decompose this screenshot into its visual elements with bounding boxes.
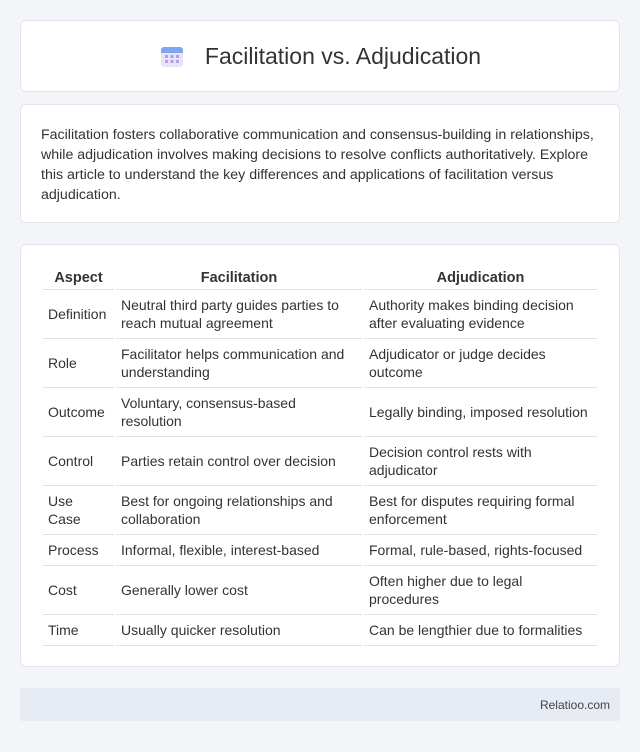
title-card bbox=[20, 20, 620, 92]
comparison-table bbox=[41, 263, 599, 646]
facilitation-cell: Generally lower cost bbox=[116, 566, 362, 615]
page-title: Facilitation vs. Adjudication bbox=[204, 42, 482, 69]
aspect-cell: Use Case bbox=[43, 486, 114, 535]
aspect-cell: Process bbox=[43, 535, 114, 566]
table-row bbox=[43, 290, 597, 339]
intro-text: Facilitation fosters collaborative communication and consensus-building in relationships, while adjudication involves making decisions to resolve conflicts authoritatively. Explore this article to understand the key differences and applications of facilitation versus adjudication. bbox=[41, 127, 594, 203]
adjudication-cell: Decision control rests with adjudicator bbox=[364, 437, 597, 486]
aspect-cell: Control bbox=[43, 437, 114, 486]
aspect-cell: Role bbox=[43, 339, 114, 388]
footer bbox=[20, 688, 620, 721]
facilitation-cell: Usually quicker resolution bbox=[116, 615, 362, 646]
facilitation-cell: Neutral third party guides parties to reach mutual agreement bbox=[116, 290, 362, 339]
calendar-icon bbox=[159, 43, 185, 69]
comparison-table-card bbox=[20, 244, 620, 667]
facilitation-cell: Voluntary, consensus-based resolution bbox=[116, 388, 362, 437]
facilitation-cell: Parties retain control over decision bbox=[116, 437, 362, 486]
table-header-row bbox=[43, 263, 597, 290]
facilitation-cell: Facilitator helps communication and understanding bbox=[116, 339, 362, 388]
adjudication-cell: Best for disputes requiring formal enforcement bbox=[364, 486, 597, 535]
adjudication-cell: Legally binding, imposed resolution bbox=[364, 388, 597, 437]
header-aspect: Aspect bbox=[43, 263, 114, 290]
adjudication-cell: Authority makes binding decision after evaluating evidence bbox=[364, 290, 597, 339]
table-row bbox=[43, 388, 597, 437]
facilitation-cell: Informal, flexible, interest-based bbox=[116, 535, 362, 566]
facilitation-cell: Best for ongoing relationships and collaboration bbox=[116, 486, 362, 535]
table-row bbox=[43, 437, 597, 486]
adjudication-cell: Adjudicator or judge decides outcome bbox=[364, 339, 597, 388]
aspect-cell: Cost bbox=[43, 566, 114, 615]
table-row bbox=[43, 535, 597, 566]
adjudication-cell: Often higher due to legal procedures bbox=[364, 566, 597, 615]
table-row bbox=[43, 486, 597, 535]
footer-brand[interactable]: Relatioo.com bbox=[539, 697, 610, 712]
table-row bbox=[43, 339, 597, 388]
aspect-cell: Time bbox=[43, 615, 114, 646]
table-row bbox=[43, 615, 597, 646]
aspect-cell: Outcome bbox=[43, 388, 114, 437]
adjudication-cell: Can be lengthier due to formalities bbox=[364, 615, 597, 646]
adjudication-cell: Formal, rule-based, rights-focused bbox=[364, 535, 597, 566]
header-facilitation: Facilitation bbox=[116, 263, 362, 290]
header-adjudication: Adjudication bbox=[364, 263, 597, 290]
table-row bbox=[43, 566, 597, 615]
aspect-cell: Definition bbox=[43, 290, 114, 339]
intro-card bbox=[20, 104, 620, 223]
